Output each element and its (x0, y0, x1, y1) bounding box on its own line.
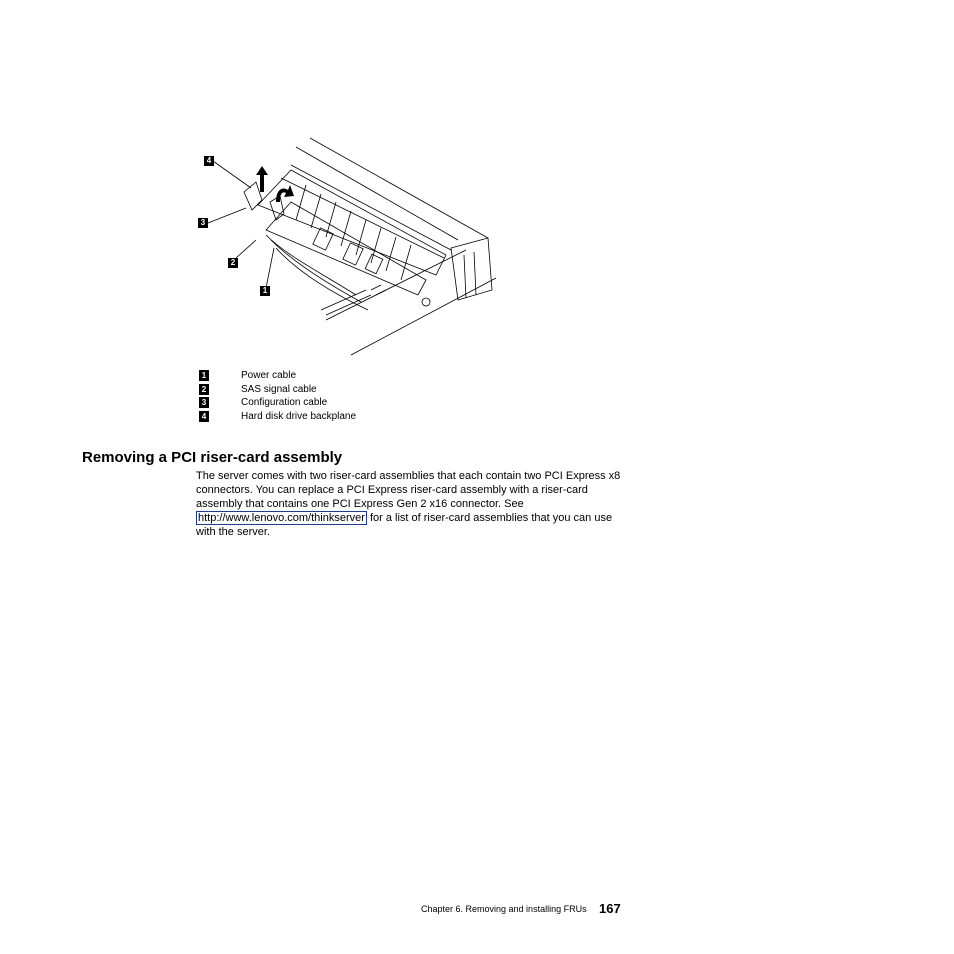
section-heading: Removing a PCI riser-card assembly (82, 449, 343, 466)
paragraph-text-after-link: for a list of riser-card assemblies that you can use with the server. (196, 512, 613, 538)
callout-4: 4 (204, 156, 214, 166)
section-paragraph (196, 469, 626, 539)
callout-2: 2 (228, 258, 238, 268)
page-number: 167 (599, 901, 621, 917)
server-backplane-illustration (196, 130, 506, 360)
legend-label: SAS signal cable (241, 383, 317, 395)
callout-1: 1 (260, 286, 270, 296)
page-footer (421, 900, 621, 918)
legend-number: 1 (199, 370, 209, 381)
footer-chapter-title: Chapter 6. Removing and installing FRUs (421, 903, 587, 914)
legend-number: 4 (199, 411, 209, 422)
thinkserver-link[interactable]: http://www.lenovo.com/thinkserver (198, 512, 365, 524)
server-chassis-drawing (196, 130, 506, 360)
paragraph-text-before-link: The server comes with two riser-card assemblies that each contain two PCI Express x8 connectors. You can replace a PCI Express riser-card assembly with a riser-card assembly that contains one PCI Express Gen 2 x16 connector. See (196, 470, 621, 510)
legend-number: 3 (199, 397, 209, 408)
legend-label: Power cable (241, 370, 297, 381)
legend-label: Hard disk drive backplane (241, 411, 357, 423)
callout-3: 3 (198, 218, 208, 228)
legend-number: 2 (199, 384, 209, 395)
legend-label: Configuration cable (241, 397, 328, 409)
